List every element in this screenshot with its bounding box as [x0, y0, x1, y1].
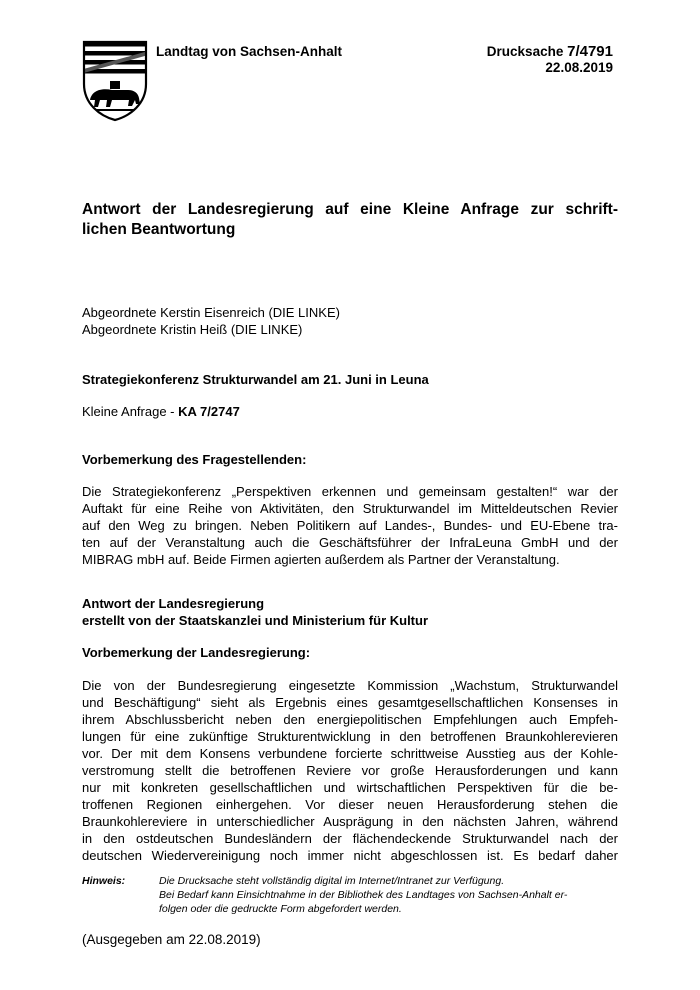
text-line: Die von der Bundesregierung eingesetzte Kommission „Wachstum, Strukturwandel	[82, 678, 618, 693]
text-line: troffenen Regionen einhergehen. Vor dieser neuen Herausforderung stehen die	[82, 797, 618, 812]
preface-government-heading: Vorbemerkung der Landesregierung:	[82, 645, 311, 660]
text-line: ihrem Abschlussbericht neben den energiepolitischen Empfehlungen auch Empfeh-	[82, 712, 618, 727]
answer-heading	[82, 595, 428, 629]
issued-date: (Ausgegeben am 22.08.2019)	[82, 932, 261, 947]
inquiry-number: KA 7/2747	[178, 404, 240, 419]
answer-heading-line: erstellt von der Staatskanzlei und Ministerium für Kultur	[82, 613, 429, 628]
text-line: ten auf der Veranstaltung auch die Geschäftsführer der InfraLeuna GmbH und der	[82, 535, 618, 550]
document-title	[82, 200, 618, 240]
preface-questioner-text	[82, 483, 618, 568]
title-line: lichen Beantwortung	[82, 221, 236, 238]
text-line: in den ostdeutschen Bundesländern der flächendeckende Strukturwandel nach der	[82, 831, 618, 846]
answer-heading-line: Antwort der Landesregierung	[82, 596, 265, 611]
preface-government-text	[82, 677, 618, 864]
text-line: und Beschäftigung“ sieht als Ergebnis eines gesamtgesellschaftlichen Konsenses in	[82, 695, 618, 710]
organization-name: Landtag von Sachsen-Anhalt	[156, 44, 343, 59]
title-line: Antwort der Landesregierung auf eine Kleine Anfrage zur schrift-	[82, 201, 618, 218]
text-line: lungen für eine zukünftige Strukturentwicklung in den betroffenen Braunkohlerevieren	[82, 729, 618, 744]
text-line: vor. Der mit dem Konsens verbundene forcierte schrittweise Ausstieg aus der Kohle-	[82, 746, 618, 761]
text-line: Braunkohlereviere in unterschiedlicher Ausprägung in den nächsten Jahren, während	[82, 814, 618, 829]
footer-line: folgen oder die gedruckte Form abgefordert werden.	[159, 903, 402, 915]
footer-line: Bei Bedarf kann Einsichtnahme in der Bibliothek des Landtages von Sachsen-Anhalt er-	[159, 889, 568, 901]
text-line: deutschen Wiedervereinigung noch immer nicht abgeschlossen ist. Es bedarf daher	[82, 848, 618, 863]
author-line: Abgeordnete Kristin Heiß (DIE LINKE)	[82, 322, 303, 337]
footer-text	[159, 874, 619, 916]
text-line: verstromung stellt die betroffenen Reviere vor große Herausforderungen und kann	[82, 763, 618, 778]
drucksache-number: 7/4791	[567, 43, 613, 60]
author-line: Abgeordnete Kerstin Eisenreich (DIE LINKE)	[82, 305, 340, 320]
document-date: 22.08.2019	[545, 60, 613, 75]
inquiry-reference	[82, 403, 240, 420]
preface-questioner-heading: Vorbemerkung des Fragestellenden:	[82, 452, 307, 467]
text-line: nur mit konkreten gesellschaftlichen und wirtschaftlichen Perspektiven für die be-	[82, 780, 618, 795]
document-number-block	[487, 44, 613, 76]
text-line: Auftakt für eine Reihe von Aktivitäten, den Strukturwandel im Mitteldeutschen Revier	[82, 501, 618, 516]
coat-of-arms-icon	[82, 40, 148, 122]
subject-heading: Strategiekonferenz Strukturwandel am 21. Juni in Leuna	[82, 372, 429, 387]
drucksache-label: Drucksache	[486, 44, 564, 59]
text-line: MIBRAG mbH auf. Beide Firmen agierten außerdem als Partner der Veranstaltung.	[82, 552, 560, 567]
footer-label: Hinweis:	[82, 875, 126, 887]
text-line: Die Strategiekonferenz „Perspektiven erkennen und gemeinsam gestalten!“ war der	[82, 484, 618, 499]
footer-line: Die Drucksache steht vollständig digital im Internet/Intranet zur Verfügung.	[159, 875, 505, 887]
text-line: auf den Weg zu bringen. Neben Politikern auf Landes-, Bundes- und EU-Ebene tra-	[82, 518, 618, 533]
inquiry-prefix: Kleine Anfrage -	[82, 404, 179, 419]
authors-block	[82, 304, 340, 338]
